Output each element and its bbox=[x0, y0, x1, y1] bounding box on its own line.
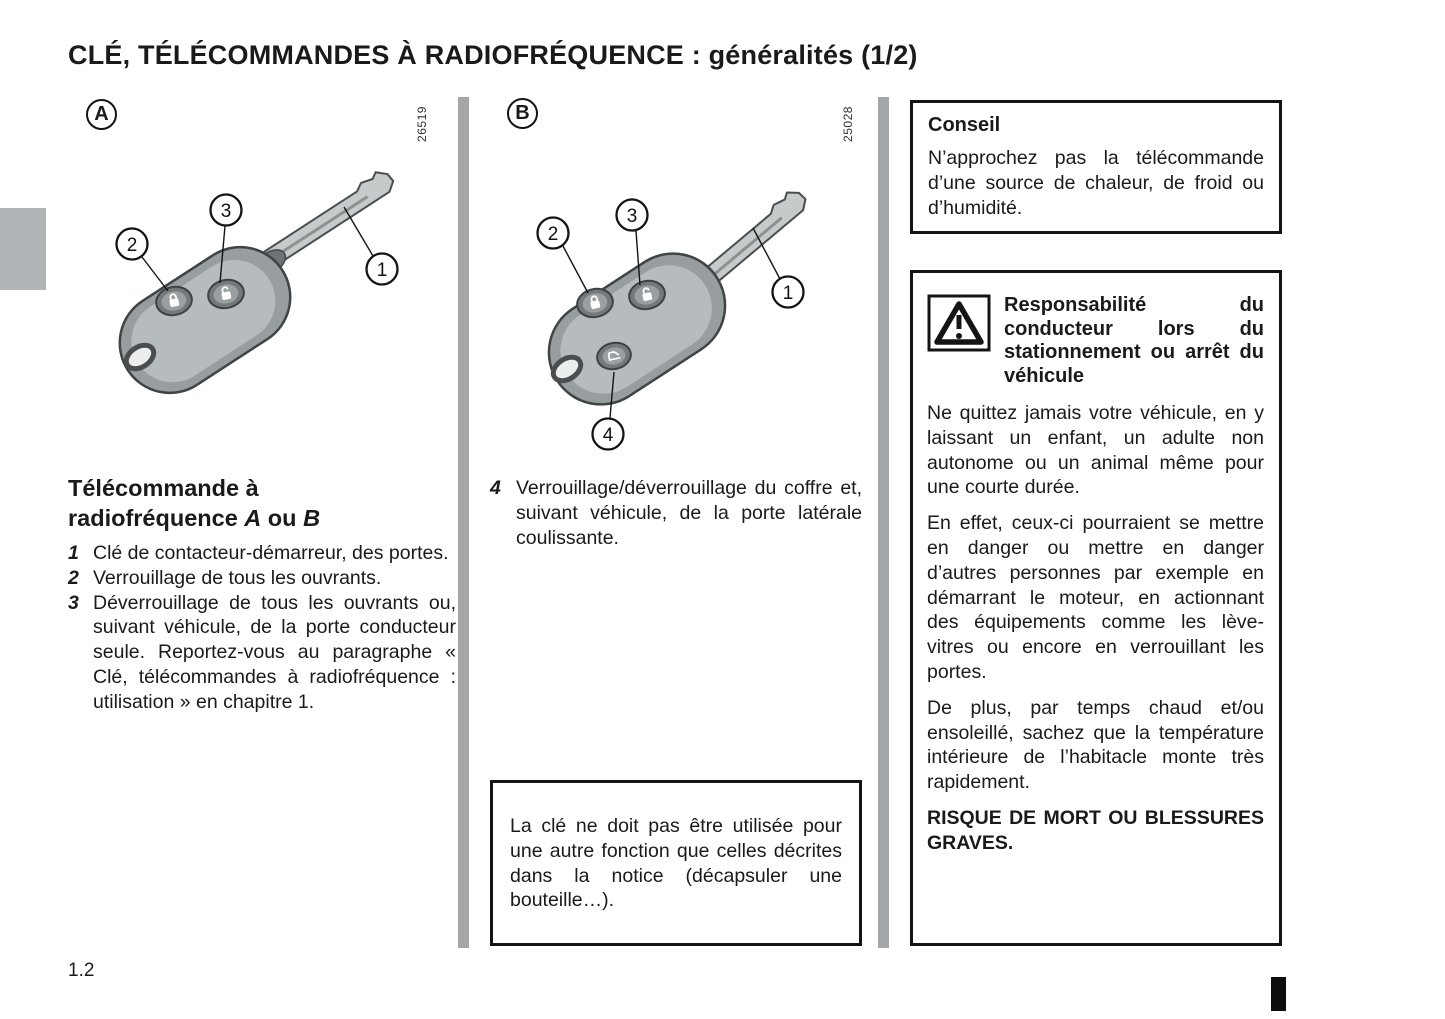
svg-text:1: 1 bbox=[376, 260, 388, 281]
figure-a-ref-number: 26519 bbox=[415, 106, 429, 142]
list-item-2 bbox=[68, 566, 456, 591]
warning-final-statement: RISQUE DE MORT OU BLESSURES GRAVES. bbox=[927, 806, 1264, 854]
callout-2 bbox=[538, 218, 589, 294]
key-usage-note-box bbox=[490, 780, 862, 946]
list-item-text: Clé de contacteur-démarreur, des portes. bbox=[93, 542, 449, 564]
svg-text:3: 3 bbox=[220, 201, 232, 222]
conseil-text: N’approchez pas la télécommande d’une source de chaleur, de froid ou d’humidité. bbox=[928, 147, 1264, 219]
svg-text:3: 3 bbox=[626, 206, 638, 227]
svg-text:2: 2 bbox=[547, 224, 559, 245]
svg-text:1: 1 bbox=[782, 283, 794, 304]
heading-ou: ou bbox=[261, 504, 304, 531]
print-registration-mark bbox=[1271, 977, 1286, 1011]
heading-variant-a: A bbox=[244, 504, 262, 531]
heading-line1: Télécommande à bbox=[68, 475, 259, 501]
warning-paragraph: Ne quittez jamais votre véhicule, en y laissant un enfant, un adulte non autonome ou un animal même pour une courte durée. bbox=[927, 402, 1264, 499]
warning-paragraph: En effet, ceux-ci pourraient se mettre en danger ou mettre en danger d’autres personnes par exemple en démarrant le moteur, en actionnant des équipements comme les lève-vitres ou encore en verrouillant les portes. bbox=[927, 512, 1264, 683]
list-item-text: Verrouillage de tous les ouvrants. bbox=[93, 566, 382, 589]
column-divider bbox=[878, 97, 889, 948]
list-item-4 bbox=[490, 476, 862, 550]
note-text: La clé ne doit pas être utilisée pour une autre fonction que celles décrites dans la notice (décapsuler une bouteille…). bbox=[510, 815, 842, 912]
callout-1 bbox=[344, 207, 398, 285]
list-item-1 bbox=[68, 541, 456, 566]
figure-b-label: B bbox=[507, 98, 538, 129]
heading-line2-prefix: radiofréquence bbox=[68, 504, 245, 531]
warning-paragraph: De plus, par temps chaud et/ou ensoleillé, sachez que la température intérieure de l’habitacle monte très rapidement. bbox=[927, 696, 1264, 794]
section-heading bbox=[68, 474, 458, 533]
warning-header bbox=[927, 294, 1264, 388]
list-item-text: Verrouillage/déverrouillage du coffre et, suivant véhicule, de la porte latérale coulissante. bbox=[516, 477, 862, 549]
list-item-3 bbox=[68, 591, 456, 715]
page-title: CLÉ, TÉLÉCOMMANDES À RADIOFRÉQUENCE : généralités (1/2) bbox=[68, 40, 918, 70]
warning-title: Responsabilité du conducteur lors du stationnement ou arrêt du véhicule bbox=[1004, 294, 1264, 387]
key-functions-list bbox=[68, 541, 456, 715]
heading-variant-b: B bbox=[303, 504, 321, 531]
svg-text:4: 4 bbox=[602, 425, 614, 446]
callout-2 bbox=[117, 229, 169, 292]
key-illustration-a bbox=[68, 95, 458, 463]
warning-paragraphs bbox=[927, 401, 1264, 795]
key-illustration-b bbox=[490, 95, 862, 480]
list-item-number: 2 bbox=[68, 566, 79, 589]
figure-a-label: A bbox=[86, 99, 117, 130]
conseil-box bbox=[910, 100, 1282, 234]
list-item-number: 3 bbox=[68, 591, 79, 614]
list-item-text: Déverrouillage de tous les ouvrants ou, suivant véhicule, de la porte conducteur seule. Reportez-vous au paragraphe « Clé, télécommandes à radiofréquence : utilisation » en chapitre 1. bbox=[93, 591, 456, 713]
driver-responsibility-warning-box bbox=[910, 270, 1282, 946]
section-tab-marker bbox=[0, 208, 46, 290]
list-item-number: 1 bbox=[68, 542, 79, 564]
column-divider bbox=[458, 97, 469, 948]
list-item-number: 4 bbox=[490, 477, 501, 499]
warning-triangle-icon bbox=[927, 294, 991, 357]
conseil-title: Conseil bbox=[928, 114, 1001, 136]
figure-b-ref-number: 25028 bbox=[841, 106, 855, 142]
page-number: 1.2 bbox=[68, 960, 95, 981]
svg-text:2: 2 bbox=[126, 235, 138, 256]
